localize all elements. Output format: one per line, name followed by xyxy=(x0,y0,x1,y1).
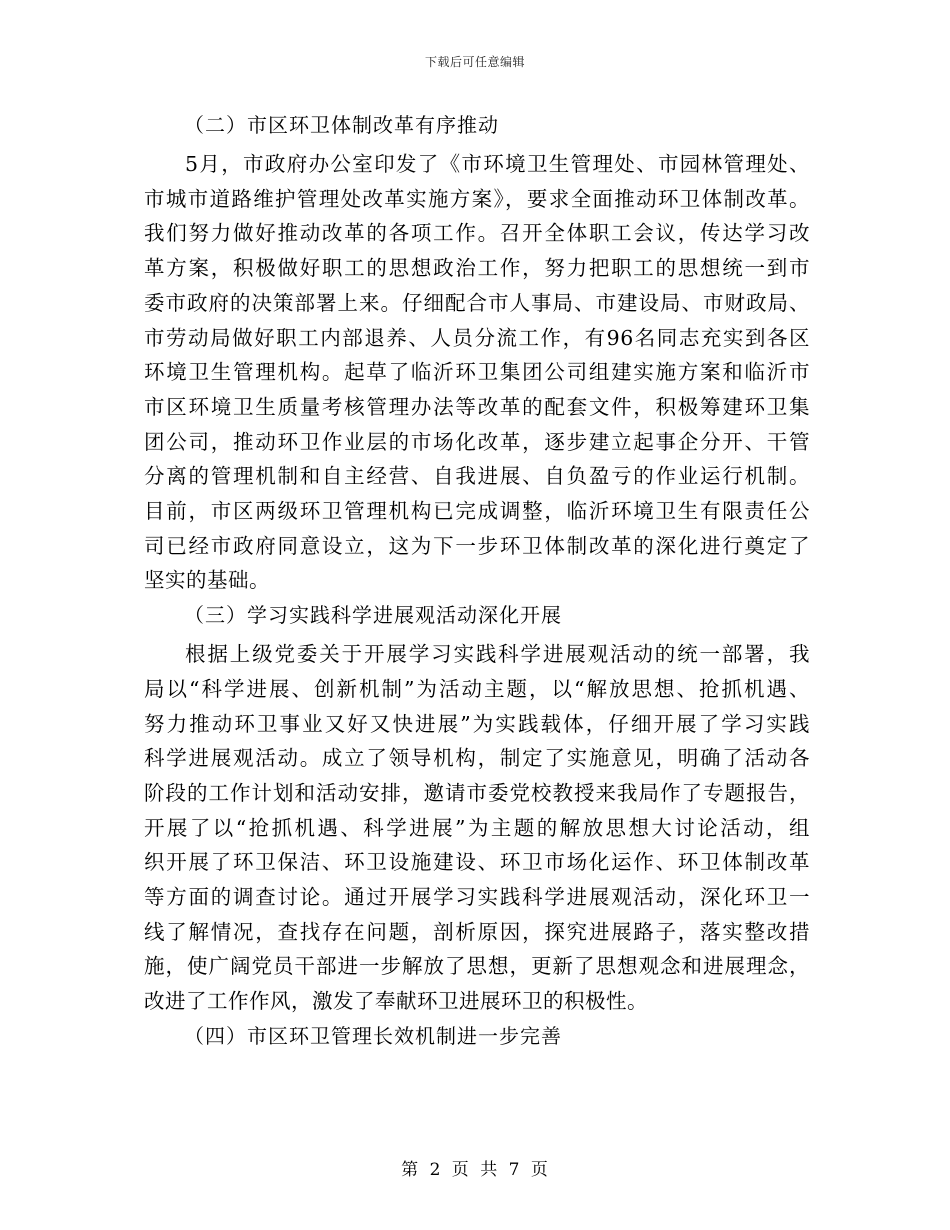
paragraph-line: 环境卫生管理机构。起草了临沂环卫集团公司组建实施方案和临沂市 xyxy=(144,360,810,385)
paragraph-line: 改进了工作作风，激发了奉献环卫进展环卫的积极性。 xyxy=(144,989,648,1014)
paragraph-line: 我们努力做好推动改革的各项工作。召开全体职工会议，传达学习改 xyxy=(144,221,810,246)
paragraph-line: 根据上级党委关于开展学习实践科学进展观活动的统一部署，我 xyxy=(185,642,810,667)
header-note: 下载后可任意编辑 xyxy=(424,55,525,69)
paragraph-line: 开展了以“抢抓机遇、科学进展”为主题的解放思想大讨论活动，组 xyxy=(144,815,810,840)
paragraph-line: 织开展了环卫保洁、环卫设施建设、环卫市场化运作、环卫体制改革 xyxy=(144,850,810,875)
section-paragraph-3 xyxy=(144,637,810,1019)
paragraph-line: 局以“科学进展、创新机制”为活动主题，以“解放思想、抢抓机遇、 xyxy=(144,676,810,701)
section-paragraph-2 xyxy=(144,147,810,598)
section-heading-4: （四）市区环卫管理长效机制进一步完善 xyxy=(184,1023,562,1048)
document-body xyxy=(144,108,810,1058)
section-heading-3: （三）学习实践科学进展观活动深化开展 xyxy=(184,603,562,628)
paragraph-line: 等方面的调查讨论。通过开展学习实践科学进展观活动，深化环卫一 xyxy=(144,885,810,910)
paragraph-line: 司已经市政府同意设立，这为下一步环卫体制改革的深化进行奠定了 xyxy=(144,533,810,558)
paragraph-line: 委市政府的决策部署上来。仔细配合市人事局、市建设局、市财政局、 xyxy=(144,290,810,315)
paragraph-line: 分离的管理机制和自主经营、自我进展、自负盈亏的作业运行机制。 xyxy=(144,464,810,489)
paragraph-line: 团公司，推动环卫作业层的市场化改革，逐步建立起事企分开、干管 xyxy=(144,429,810,454)
paragraph-line: 阶段的工作计划和活动安排，邀请市委党校教授来我局作了专题报告， xyxy=(144,780,810,805)
paragraph-line: 市城市道路维护管理处改革实施方案》，要求全面推动环卫体制改革。 xyxy=(144,186,810,211)
paragraph-line: 施，使广阔党员干部进一步解放了思想，更新了思想观念和进展理念， xyxy=(144,954,810,979)
paragraph-line: 科学进展观活动。成立了领导机构，制定了实施意见，明确了活动各 xyxy=(144,746,810,771)
paragraph-line: 努力推动环卫事业又好又快进展”为实践载体，仔细开展了学习实践 xyxy=(144,711,810,736)
paragraph-line: 革方案，积极做好职工的思想政治工作，努力把职工的思想统一到市 xyxy=(144,256,810,281)
paragraph-line: 市劳动局做好职工内部退养、人员分流工作，有96名同志充实到各区 xyxy=(144,325,810,350)
section-heading-2: （二）市区环卫体制改革有序推动 xyxy=(184,113,499,137)
paragraph-line: 5月，市政府办公室印发了《市环境卫生管理处、市园林管理处、 xyxy=(185,152,810,176)
paragraph-line: 线了解情况，查找存在问题，剖析原因，探究进展路子，落实整改措 xyxy=(144,919,810,944)
page-number: 第 2 页 共 7 页 xyxy=(401,1160,549,1180)
paragraph-line: 目前，市区两级环卫管理机构已完成调整，临沂环境卫生有限责任公 xyxy=(144,499,810,524)
paragraph-line: 市区环境卫生质量考核管理办法等改革的配套文件，积极筹建环卫集 xyxy=(144,394,810,419)
paragraph-line: 坚实的基础。 xyxy=(144,568,270,593)
